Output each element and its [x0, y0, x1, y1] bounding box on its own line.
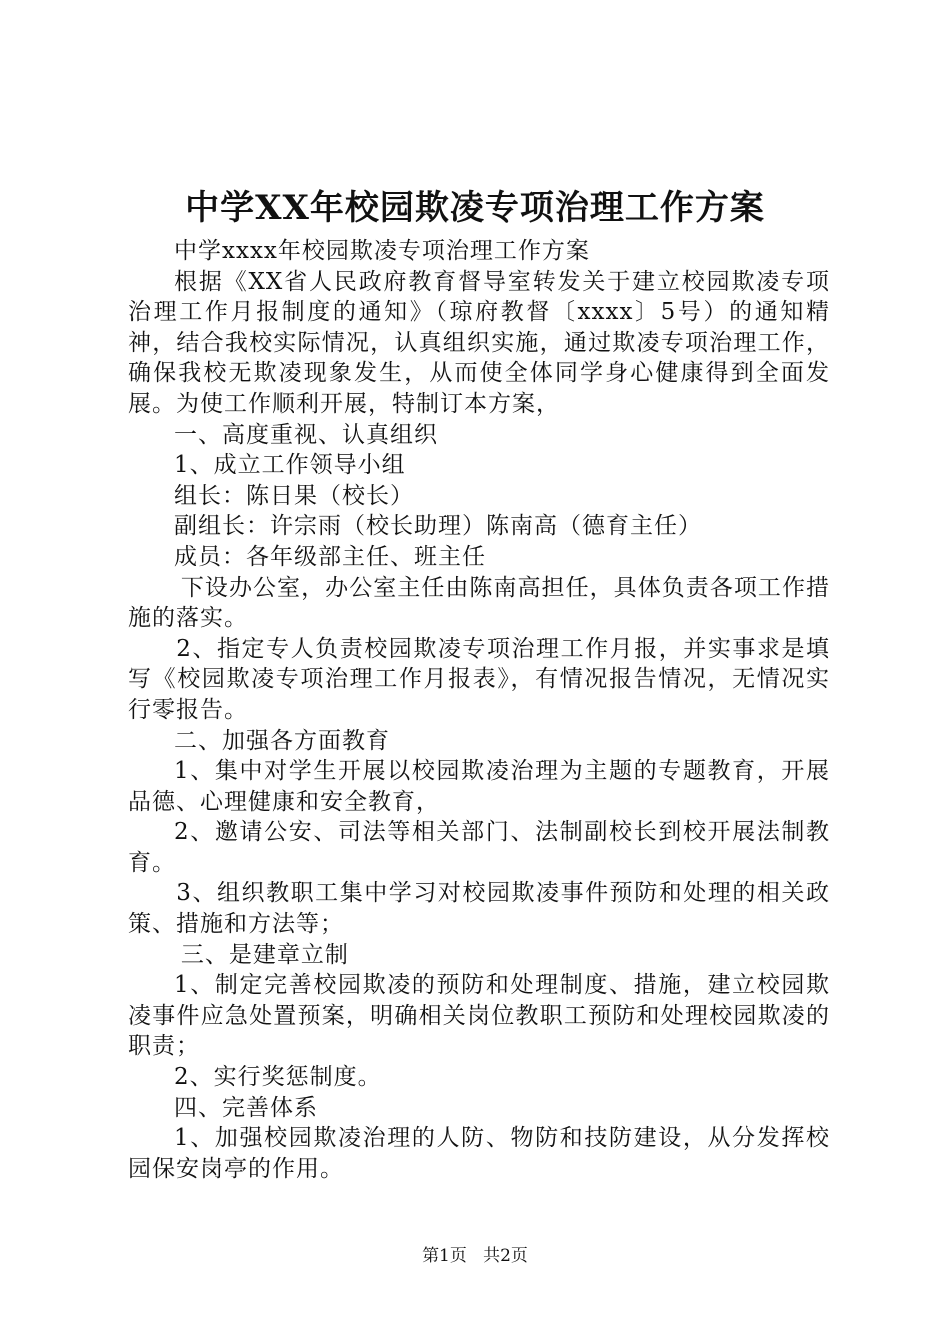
paragraph-item: 副组长：许宗雨（校长助理）陈南高（德育主任）: [174, 513, 702, 540]
document-title: 中学XX年校园欺凌专项治理工作方案: [185, 188, 765, 228]
document-body: [128, 236, 830, 1184]
paragraph-item: 3、组织教职工集中学习对校园欺凌事件预防和处理的相关政策、措施和方法等；: [128, 880, 830, 938]
section-heading-1: 一、高度重视、认真组织: [174, 421, 438, 448]
paragraph-intro: 根据《XX省人民政府教育督导室转发关于建立校园欺凌专项治理工作月报制度的通知》（琼府教督〔xxxx〕5号）的通知精神，结合我校实际情况，认真组织实施，通过欺凌专项治理工作，确保我校无欺凌现象发生，从而使全体同学身心健康得到全面发展。为使工作顺利开展，特制订本方案，: [128, 268, 830, 417]
paragraph-item: 2、邀请公安、司法等相关部门、法制副校长到校开展法制教育。: [128, 819, 830, 876]
paragraph-item: 组长：陈日果（校长）: [174, 482, 414, 509]
paragraph-subtitle: 中学xxxx年校园欺凌专项治理工作方案: [174, 238, 590, 264]
paragraph-item: 1、制定完善校园欺凌的预防和处理制度、措施，建立校园欺凌事件应急处置预案，明确相关岗位教职工预防和处理校园欺凌的职责；: [128, 972, 830, 1060]
paragraph-item: 2、实行奖惩制度。: [174, 1064, 382, 1091]
paragraph-item: 2、指定专人负责校园欺凌专项治理工作月报，并实事求是填写《校园欺凌专项治理工作月报表》，有情况报告情况，无情况实行零报告。: [128, 635, 830, 723]
section-heading-2: 二、加强各方面教育: [174, 727, 390, 754]
section-heading-3: 三、是建章立制: [180, 941, 349, 968]
paragraph-item: 1、成立工作领导小组: [174, 452, 406, 479]
page-number: 第1页: [422, 1246, 467, 1266]
page-total: 共2页: [483, 1246, 528, 1266]
page-footer: [0, 1244, 950, 1268]
paragraph-item: 1、集中对学生开展以校园欺凌治理为主题的专题教育，开展品德、心理健康和安全教育，: [128, 758, 830, 815]
section-heading-4: 四、完善体系: [174, 1094, 318, 1121]
paragraph-item: 成员：各年级部主任、班主任: [174, 543, 486, 570]
paragraph-item: 1、加强校园欺凌治理的人防、物防和技防建设，从分发挥校园保安岗亭的作用。: [128, 1125, 830, 1182]
paragraph-item: 下设办公室，办公室主任由陈南高担任，具体负责各项工作措施的落实。: [128, 574, 830, 632]
